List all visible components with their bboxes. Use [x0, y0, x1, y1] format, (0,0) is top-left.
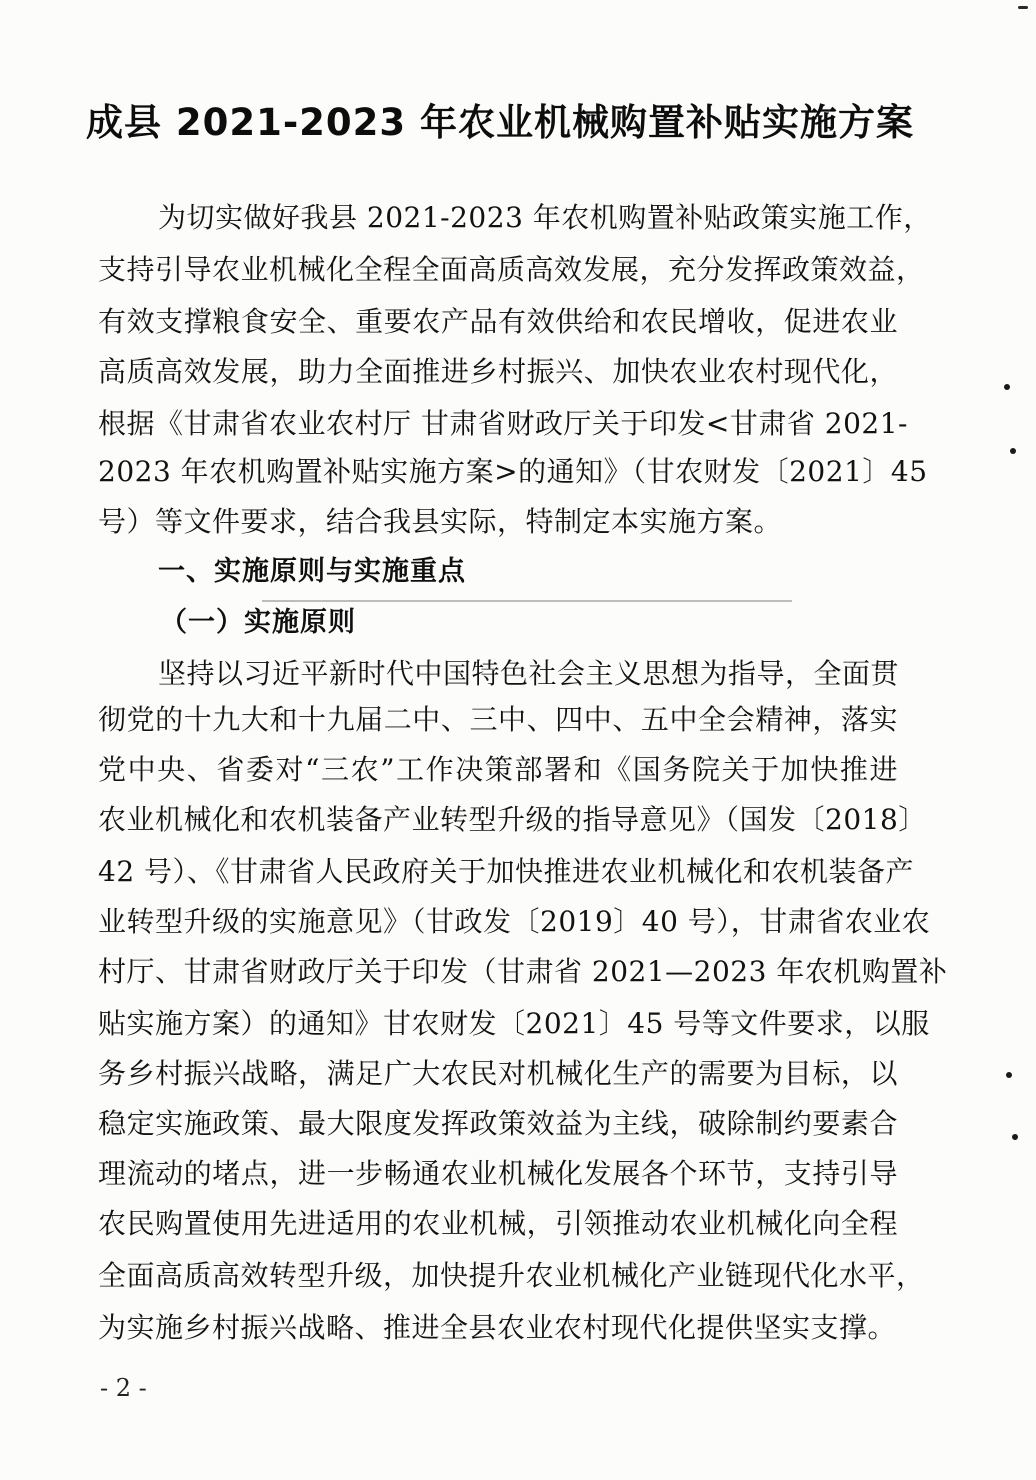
scan-speck [1012, 1134, 1018, 1140]
body-line: 理流动的堵点，进一步畅通农业机械化发展各个环节，支持引导 [98, 1157, 898, 1190]
document-title: 成县 2021-2023 年农业机械购置补贴实施方案 [85, 101, 915, 144]
body-line: 贴实施方案）的通知》甘农财发〔2021〕45 号等文件要求，以服 [98, 1007, 930, 1040]
intro-line: 高质高效发展，助力全面推进乡村振兴、加快农业农村现代化， [98, 355, 898, 388]
body-line: 坚持以习近平新时代中国特色社会主义思想为指导，全面贯 [158, 657, 900, 690]
body-line: 务乡村振兴战略，满足广大农民对机械化生产的需要为目标，以 [98, 1057, 898, 1090]
scan-speck [1006, 1072, 1012, 1078]
page-number: - 2 - [100, 1374, 147, 1402]
body-line: 业转型升级的实施意见》（甘政发〔2019〕40 号），甘肃省农业农 [98, 905, 931, 938]
intro-line: 有效支撑粮食安全、重要农产品有效供给和农民增收，促进农业 [98, 305, 898, 338]
body-line: 农业机械化和农机装备产业转型升级的指导意见》（国发〔2018〕 [98, 803, 927, 836]
subsection-heading: （一）实施原则 [160, 607, 356, 638]
scan-speck [1004, 384, 1010, 390]
body-line: 彻党的十九大和十九届二中、三中、四中、五中全会精神，落实 [98, 703, 898, 736]
intro-line: 为切实做好我县 2021-2023 年农机购置补贴政策实施工作， [158, 201, 932, 234]
body-line: 农民购置使用先进适用的农业机械，引领推动农业机械化向全程 [98, 1207, 898, 1240]
intro-line: 2023 年农机购置补贴实施方案>的通知》（甘农财发〔2021〕45 [98, 455, 928, 488]
intro-line: 根据《甘肃省农业农村厅 甘肃省财政厅关于印发<甘肃省 2021- [98, 407, 908, 440]
body-line: 稳定实施政策、最大限度发挥政策效益为主线，破除制约要素合 [98, 1107, 898, 1140]
intro-line: 支持引导农业机械化全程全面高质高效发展，充分发挥政策效益， [98, 253, 925, 286]
body-line: 为实施乡村振兴战略、推进全县农业农村现代化提供坚实支撑。 [98, 1311, 897, 1344]
scan-speck [1018, 6, 1028, 9]
body-line: 全面高质高效转型升级，加快提升农业机械化产业链现代化水平， [98, 1259, 925, 1292]
body-line: 村厅、甘肃省财政厅关于印发（甘肃省 2021—2023 年农机购置补 [98, 955, 948, 988]
intro-line: 号）等文件要求，结合我县实际，特制定本实施方案。 [98, 505, 783, 538]
section-heading: 一、实施原则与实施重点 [158, 556, 466, 587]
body-line: 党中央、省委对“三农”工作决策部署和《国务院关于加快推进 [98, 753, 898, 786]
scan-speck [1010, 448, 1016, 454]
body-line: 42 号）、《甘肃省人民政府关于加快推进农业机械化和农机装备产 [98, 855, 915, 888]
